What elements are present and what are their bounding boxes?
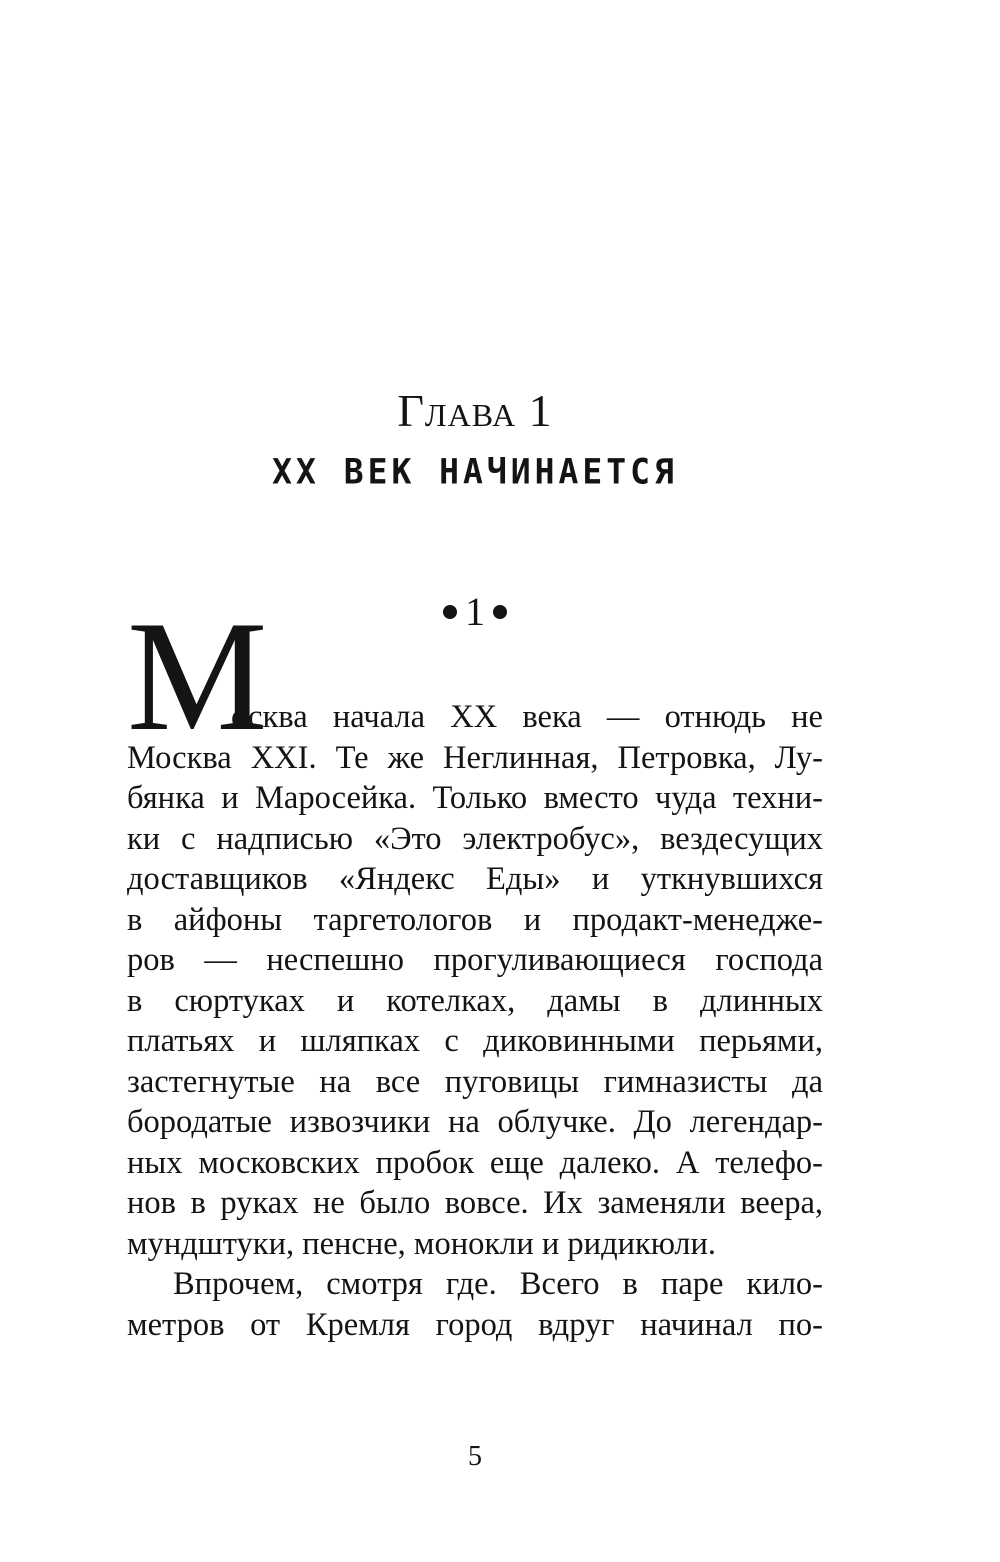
text-line: бянка и Маросейка. Только вместо чуда техни- — [127, 780, 823, 816]
chapter-title: XX ВЕК НАЧИНАЕТСЯ — [272, 451, 678, 492]
text-line: бородатые извозчики на облучке. До легендар- — [127, 1104, 823, 1140]
text-line: платьях и шляпках с диковинными перьями, — [127, 1023, 823, 1059]
bullet-left-icon — [443, 605, 457, 619]
text-line: застегнутые на все пуговицы гимназисты да — [127, 1063, 823, 1100]
bullet-right-icon — [493, 605, 507, 619]
text-line: нов в руках не было вовсе. Их заменяли веера, — [127, 1185, 823, 1221]
text-line: мундштуки, пенсне, монокли и ридикюли. — [127, 1225, 716, 1262]
chapter-label: Глава 1 — [397, 385, 553, 436]
text-line: ных московских пробок еще далеко. А телефо- — [127, 1144, 823, 1181]
text-line: в айфоны таргетологов и продакт-менедже- — [127, 901, 823, 938]
text-line: Москва XXI. Те же Неглинная, Петровка, Лу- — [127, 739, 823, 776]
text-line: осква начала XX века — отнюдь не — [231, 699, 823, 735]
text-line: ров — неспешно прогуливающиеся господа — [127, 942, 823, 978]
page-number: 5 — [468, 1441, 482, 1472]
drop-cap: М — [127, 589, 268, 764]
text-line: доставщиков «Яндекс Еды» и уткнувшихся — [127, 861, 823, 897]
text-line: Впрочем, смотря где. Всего в паре кило- — [173, 1266, 823, 1302]
text-line: метров от Кремля город вдруг начинал по- — [127, 1306, 823, 1343]
body-text — [127, 697, 823, 1345]
text-line: ки с надписью «Это электробус», вездесущих — [127, 820, 823, 857]
text-line: в сюртуках и котелках, дамы в длинных — [127, 982, 823, 1019]
section-number: 1 — [465, 589, 485, 634]
